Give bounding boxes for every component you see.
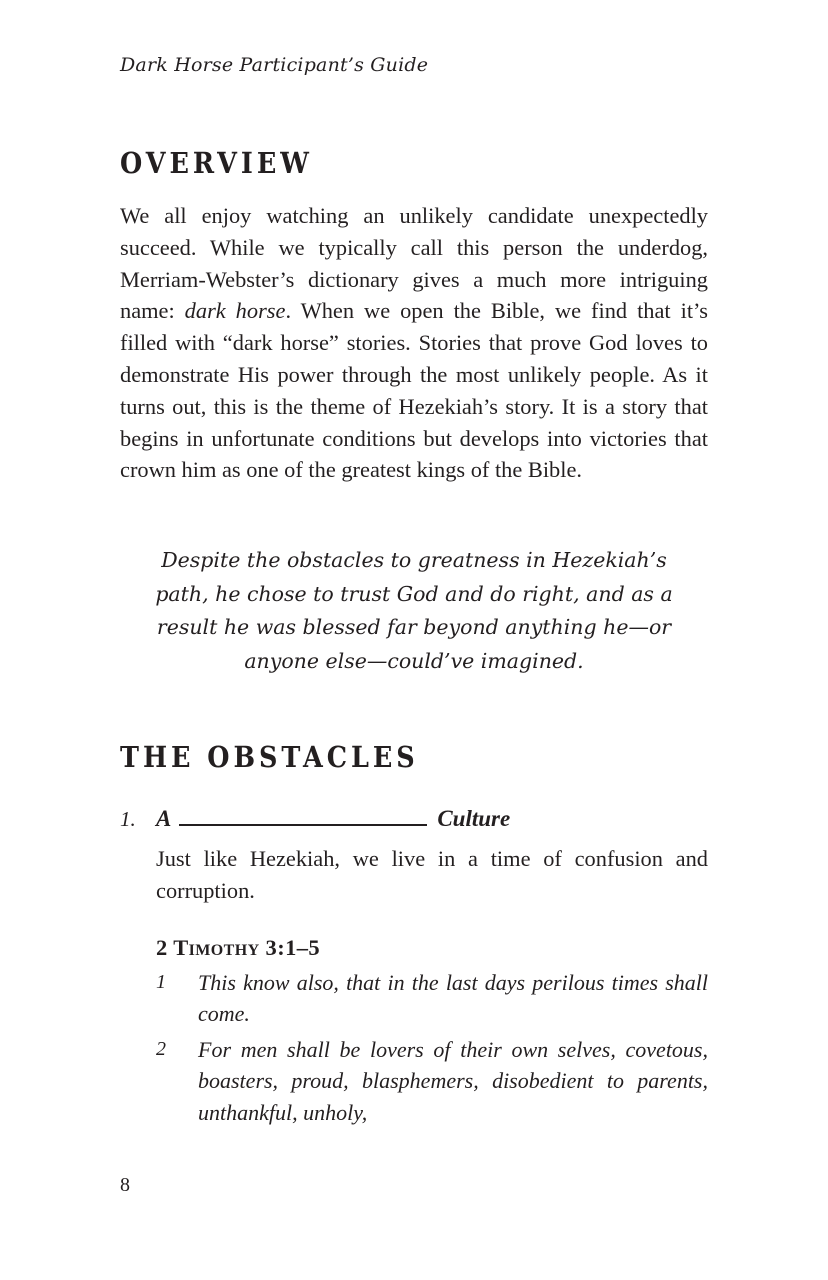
- pull-quote: Despite the obstacles to greatness in Hezekiah’s path, he chose to trust God and do right, and as a result he was blessed far beyond anything he—or anyone else—could’ve imagined.: [155, 548, 673, 673]
- verse-number: 2: [156, 1037, 166, 1060]
- scripture-reference: 2 Timothy 3:1–5: [156, 934, 321, 960]
- overview-paragraph-segment: We all enjoy watching an unlikely candidate unexpectedly succeed. While we typically call this person the underdog, Merriam-Webster’s dictionary gives a much more intriguing name:: [120, 203, 708, 324]
- obstacle-description: Just like Hezekiah, we live in a time of confusion and corruption.: [156, 846, 708, 903]
- obstacles-heading: THE OBSTACLES: [120, 740, 419, 775]
- fill-in-blank-line: [179, 822, 427, 826]
- verse-text: This know also, that in the last days perilous times shall come.: [198, 969, 708, 1027]
- obstacle-title-row: [120, 804, 708, 834]
- page-content: [120, 0, 708, 1128]
- verse-number: 1: [156, 970, 166, 993]
- scripture-verse: [156, 967, 708, 1030]
- running-header: Dark Horse Participant’s Guide: [120, 54, 429, 76]
- obstacle-item-title: [156, 804, 510, 834]
- verse-text: For men shall be lovers of their own selves, covetous, boasters, proud, blasphemers, disobedient to parents, unthankful, unholy,: [198, 1036, 708, 1125]
- obstacle-title-prefix: A: [156, 806, 172, 832]
- overview-paragraph: [120, 200, 708, 486]
- scripture-block: [156, 933, 708, 1129]
- overview-paragraph-segment: . When we open the Bible, we find that it’s filled with “dark horse” stories. Stories that prove God loves to demonstrate His power through the most unlikely people. As it turns out, this is the theme of Hezekiah’s story. It is a story that begins in unfortunate conditions but develops into victories that crown him as one of the greatest kings of the Bible.: [120, 298, 708, 483]
- obstacle-title-suffix: Culture: [437, 806, 511, 832]
- obstacle-item: [120, 804, 708, 1128]
- overview-heading: OVERVIEW: [120, 146, 313, 180]
- overview-paragraph-italic-phrase: dark horse: [184, 298, 286, 324]
- obstacle-item-number: 1.: [120, 807, 136, 832]
- page-number: 8: [120, 1174, 130, 1196]
- scripture-verse: [156, 1034, 708, 1129]
